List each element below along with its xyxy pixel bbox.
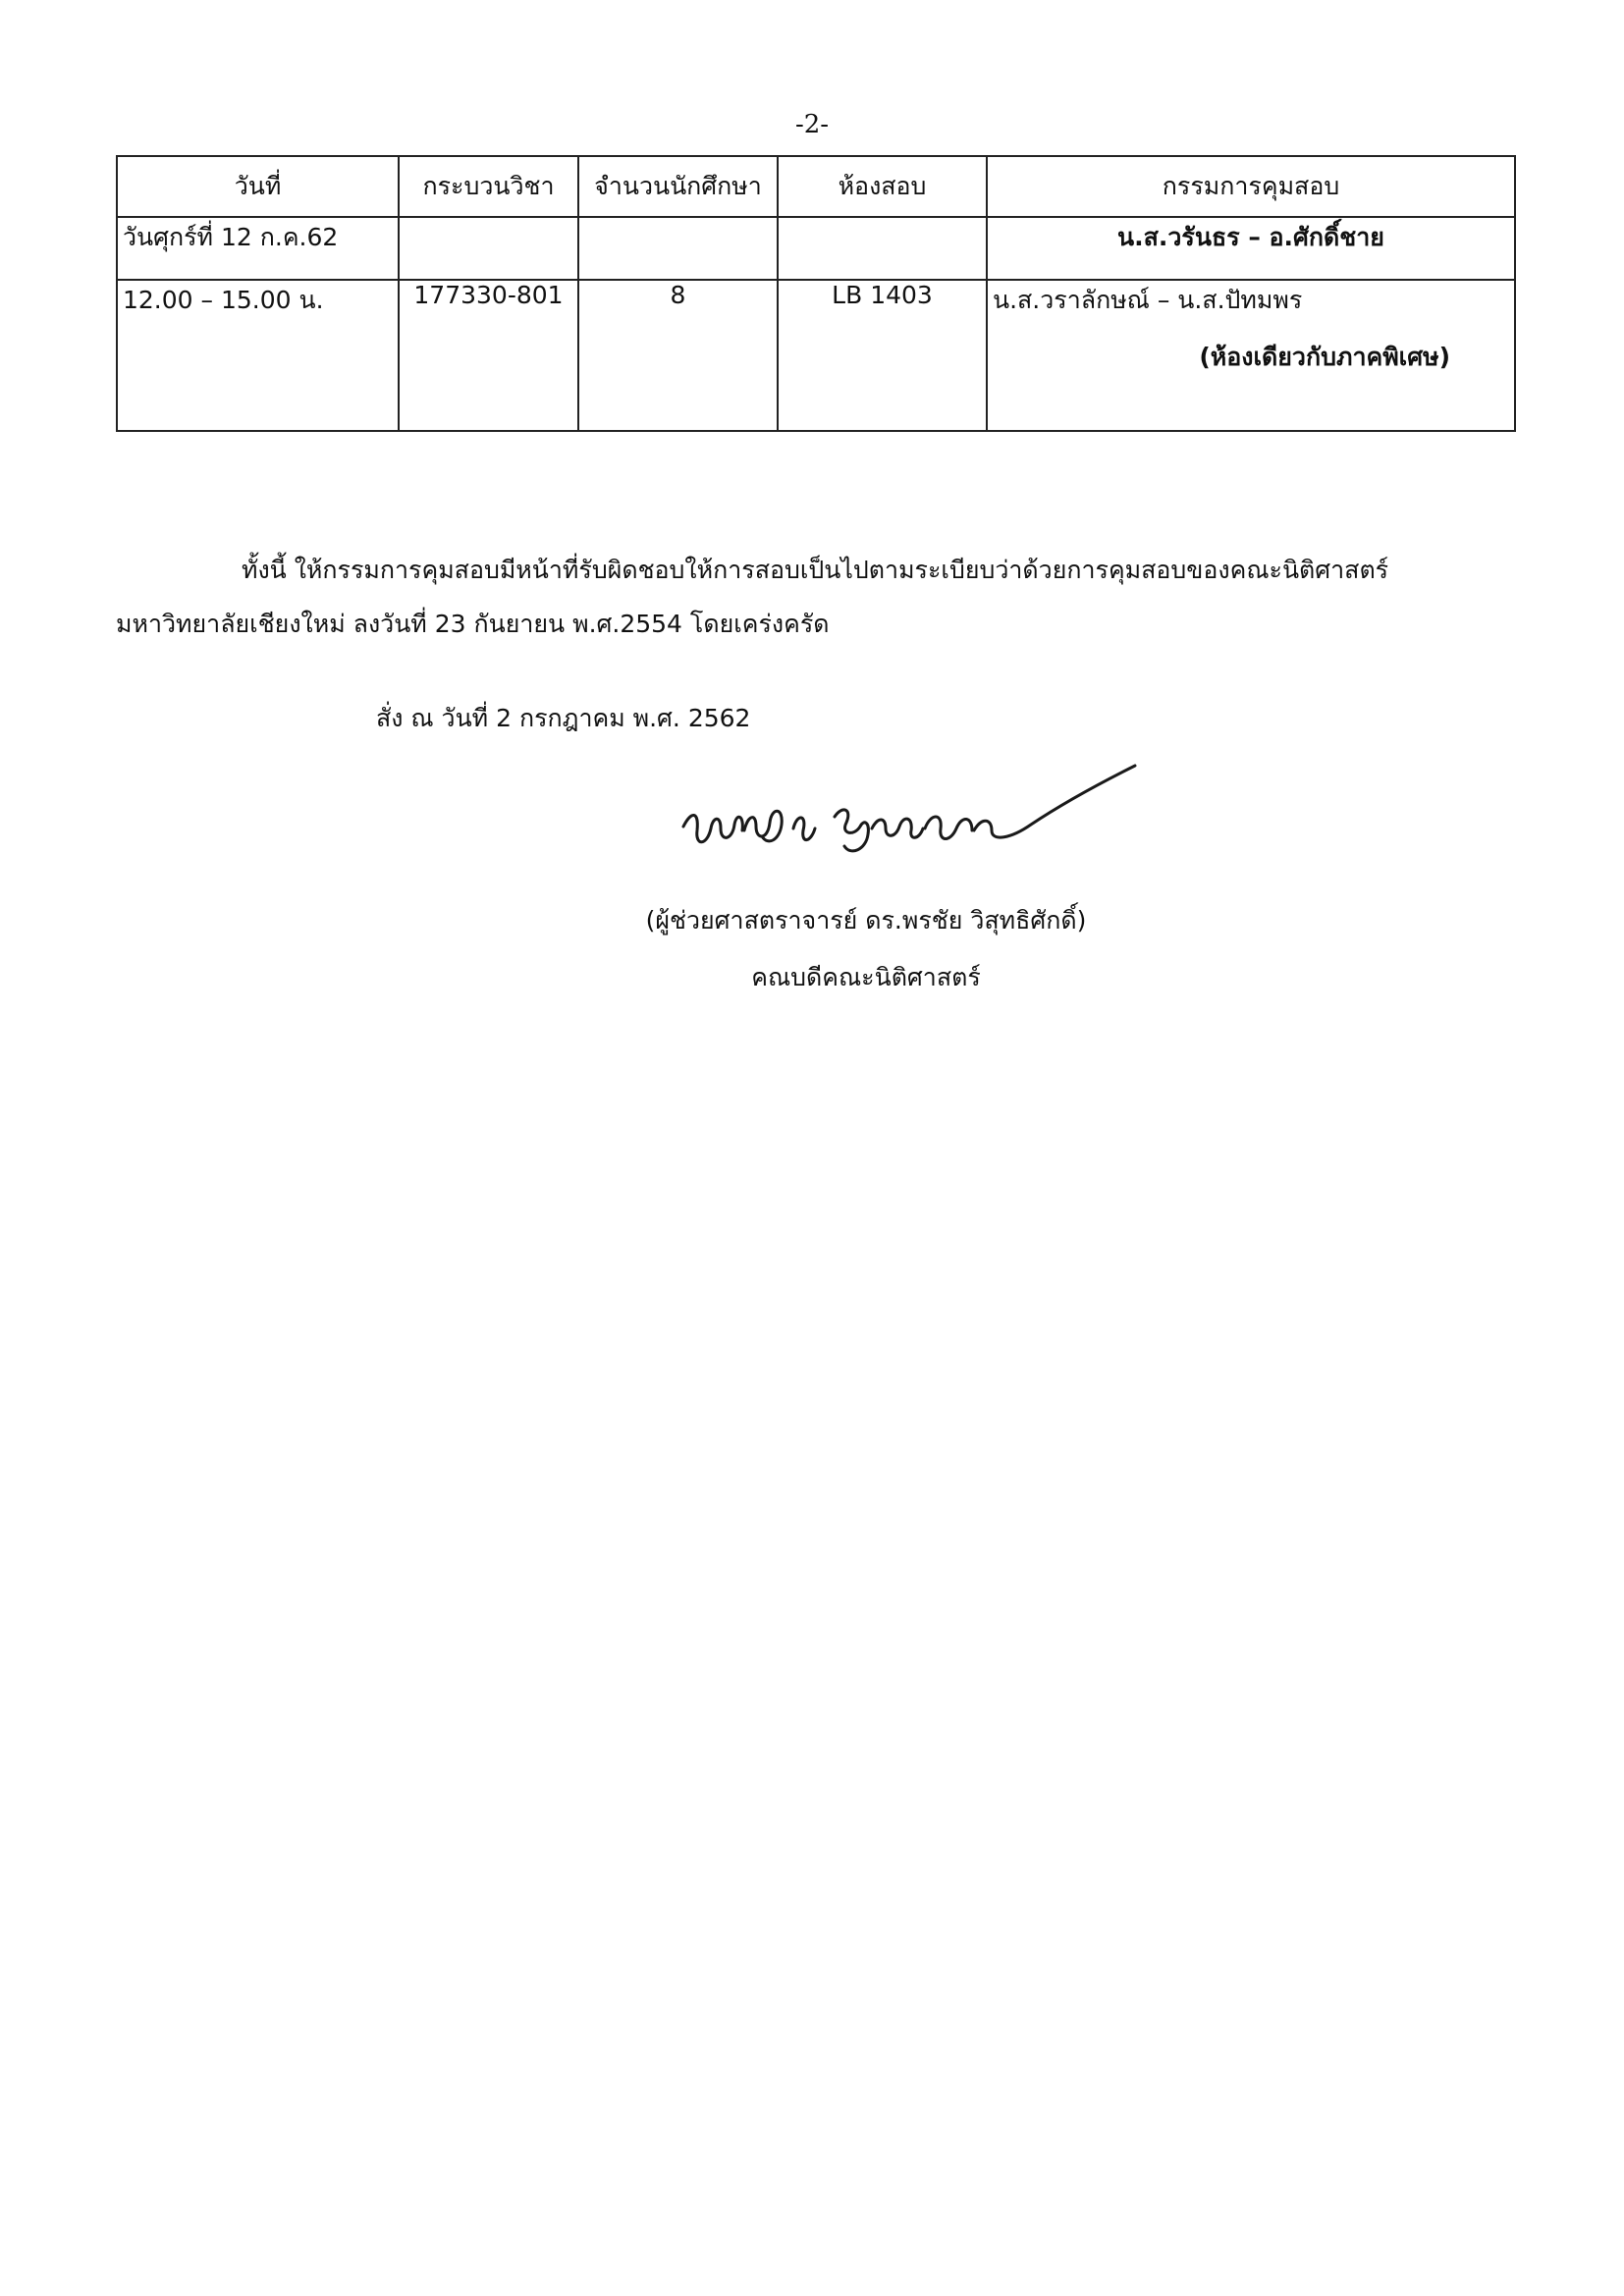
empty-cell [578,217,778,280]
paragraph-line-1: ทั้งนี้ ให้กรรมการคุมสอบมีหน้าที่รับผิดชอบให้การสอบเป็นไปตามระเบียบว่าด้วยการคุมสอบของคณะนิติศาสตร์ [242,556,1389,584]
table-row [117,217,1515,280]
header-room: ห้องสอบ [778,156,987,217]
student-count-cell: 8 [578,280,778,431]
signer-title: คณบดีคณะนิติศาสตร์ [751,963,981,991]
signer-name: (ผู้ช่วยศาสตราจารย์ ดร.พรชัย วิสุทธิศักดิ์) [645,906,1087,934]
header-course: กระบวนวิชา [399,156,578,217]
proctor-names: น.ส.วราลักษณ์ – น.ส.ปัทมพร [993,285,1303,314]
table-header-row [117,156,1515,217]
exam-time-cell: 12.00 – 15.00 น. [117,280,399,431]
header-proctors: กรรมการคุมสอบ [987,156,1515,217]
page-number: -2- [794,110,830,139]
header-students: จำนวนนักศึกษา [578,156,778,217]
handwritten-signature [677,756,1139,883]
day-proctors-cell: น.ส.วรันธร – อ.ศักดิ์ชาย [987,217,1515,280]
exam-proctors-cell [987,280,1515,431]
exam-proctor-table [116,155,1516,432]
order-date: สั่ง ณ วันที่ 2 กรกฎาคม พ.ศ. 2562 [376,704,751,732]
course-code-cell: 177330-801 [399,280,578,431]
empty-cell [399,217,578,280]
paragraph-line-2: มหาวิทยาลัยเชียงใหม่ ลงวันที่ 23 กันยายน พ.ศ.2554 โดยเคร่งครัด [116,610,830,638]
empty-cell [778,217,987,280]
day-date-cell: วันศุกร์ที่ 12 ก.ค.62 [117,217,399,280]
header-date: วันที่ [117,156,399,217]
room-note: (ห้องเดียวกับภาคพิเศษ) [1199,342,1450,371]
exam-room-cell: LB 1403 [778,280,987,431]
instruction-paragraph [116,543,1514,651]
table-row [117,280,1515,431]
